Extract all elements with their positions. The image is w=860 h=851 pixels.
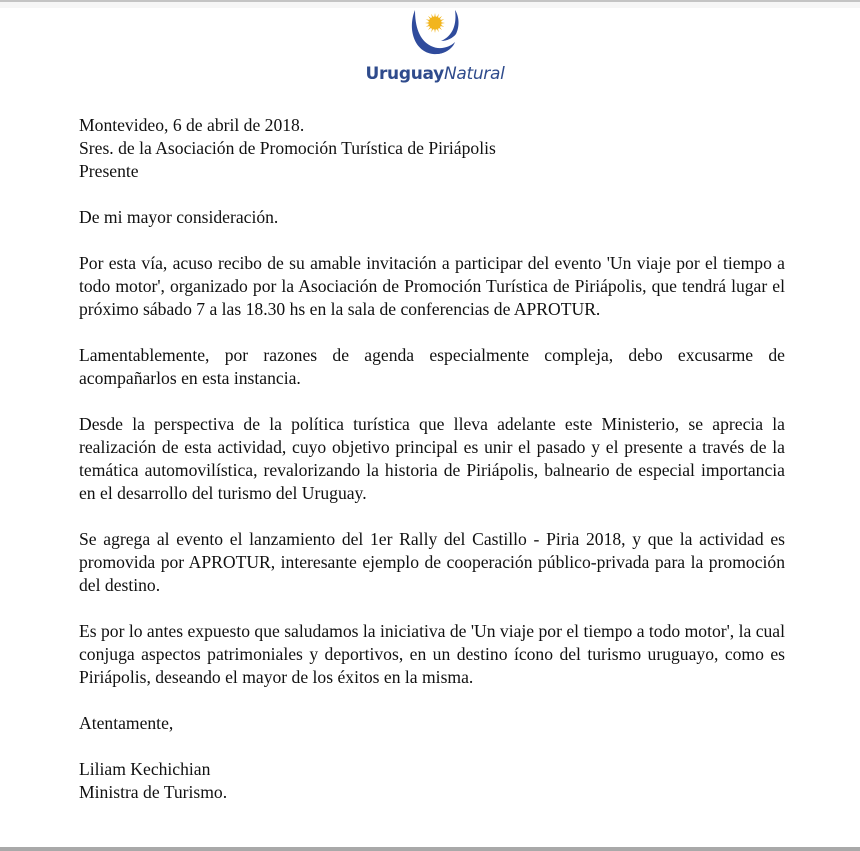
sun-ray (437, 14, 439, 18)
uruguay-natural-logo (360, 8, 510, 90)
sun-ray (426, 25, 430, 27)
salutation: De mi mayor consideración. (79, 207, 279, 227)
letter-body (79, 114, 785, 804)
bottom-border (0, 847, 860, 851)
paragraph-perspective: Desde la perspectiva de la política turística que lleva adelante este Ministerio, se aprecia la realización de esta actividad, cuyo objetivo principal es unir el pasado y el presente a través de la temática automovilística, revalorizando la historia de Piriápolis, balneario de especial importancia en el desarrollo del turismo del Uruguay. (79, 414, 785, 503)
logo-wordmark (360, 64, 510, 84)
sun-ray (431, 14, 433, 18)
sun-crescent-icon (407, 8, 463, 60)
paragraph-excuse: Lamentablemente, por razones de agenda especialmente compleja, debo excusarme de acompañarlos en esta instancia. (79, 345, 785, 388)
sun-ray (425, 22, 429, 23)
closing: Atentamente, (79, 713, 174, 733)
sun-ray (434, 29, 435, 33)
sun-ray (434, 13, 435, 17)
logo-word-natural: Natural (443, 64, 505, 84)
crescent-inner-icon (441, 10, 459, 41)
logo-word-uruguay: Uruguay (365, 64, 444, 84)
signatory-name: Liliam Kechichian (79, 759, 211, 779)
sun-ray (431, 28, 433, 32)
paragraph-invitation: Por esta vía, acuso recibo de su amable invitación a participar del evento 'Un viaje por el tiempo a todo motor', organizado por la Asociación de Promoción Turística de Piriápolis, que tendrá lugar el próximo sábado 7 a las 18.30 hs en la sala de conferencias de APROTUR. (79, 253, 785, 319)
sun-ray (437, 28, 439, 32)
sun-icon (425, 13, 445, 33)
sun-ray (440, 19, 444, 21)
place-date: Montevideo, 6 de abril de 2018. (79, 115, 305, 135)
sun-ray (440, 25, 444, 27)
sun-ray (441, 22, 445, 23)
recipient: Sres. de la Asociación de Promoción Turística de Piriápolis (79, 138, 496, 158)
paragraph-rally: Se agrega al evento el lanzamiento del 1er Rally del Castillo - Piria 2018, y que la actividad es promovida por APROTUR, interesante ejemplo de cooperación público-privada para la promoción del destino. (79, 529, 785, 595)
presente-line: Presente (79, 161, 139, 181)
signatory-title: Ministra de Turismo. (79, 782, 228, 802)
paragraph-conclusion: Es por lo antes expuesto que saludamos la iniciativa de 'Un viaje por el tiempo a todo motor', la cual conjuga aspectos patrimoniales y deportivos, en un destino ícono del turismo uruguayo, como es Piriápolis, deseando el mayor de los éxitos en la misma. (79, 621, 785, 687)
sun-ray (426, 19, 430, 21)
